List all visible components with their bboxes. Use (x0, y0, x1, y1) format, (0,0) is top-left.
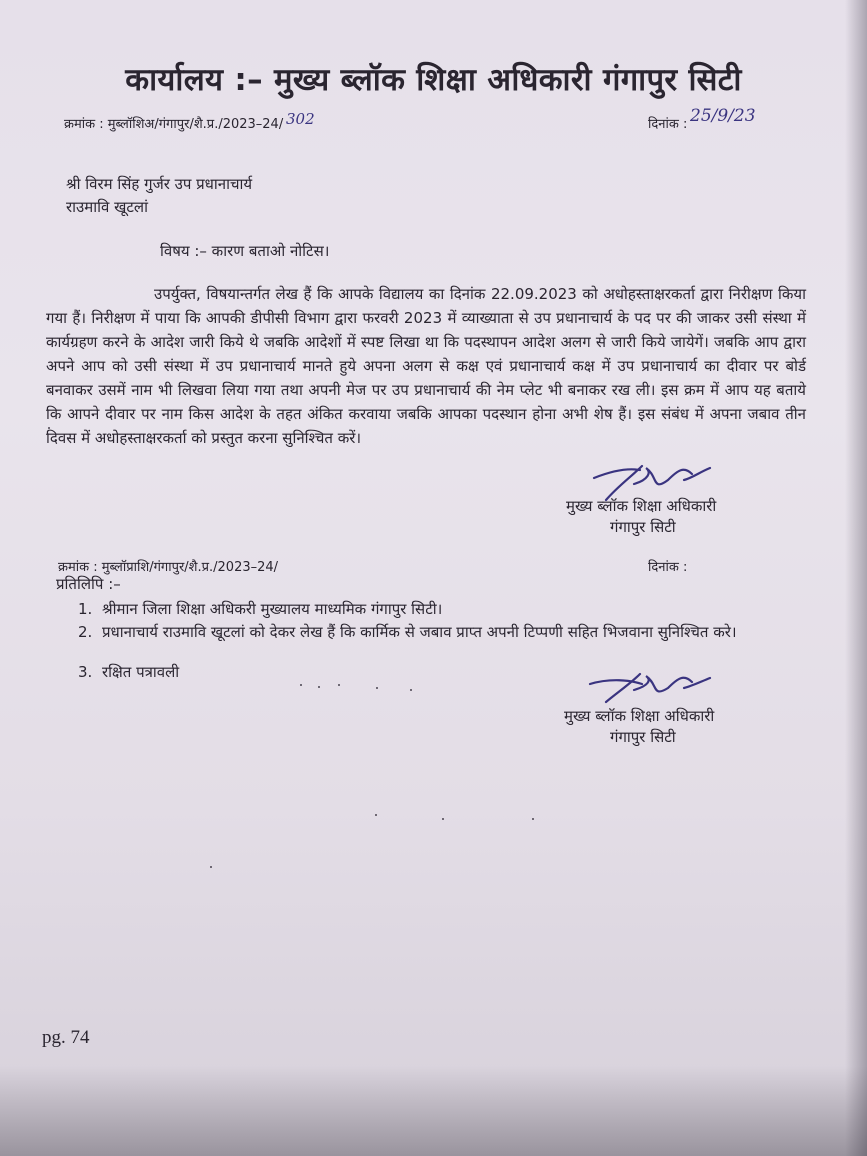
paper-speck (375, 814, 377, 816)
recipient-name: श्री विरम सिंह गुर्जर उप प्रधानाचार्य (66, 175, 253, 193)
copy-list-item (78, 598, 808, 620)
paper-speck (532, 818, 534, 820)
page-bottom-shadow (0, 1066, 867, 1156)
copy-item-text: रक्षित पत्रावली (102, 663, 180, 681)
copy-item-text: प्रधानाचार्य राउमावि खूटलां को देकर लेख हैं कि कार्मिक से जबाव प्राप्त अपनी टिप्पणी सहित भिजवाना सुनिश्चित करे। (102, 623, 737, 641)
signature-2 (586, 668, 716, 708)
paper-speck (210, 866, 212, 868)
paper-speck (300, 684, 302, 686)
copy-item-number: 3. (78, 663, 93, 681)
copy-list-item (78, 621, 808, 665)
date-label: दिनांक : (648, 117, 688, 132)
signatory-place: गंगापुर सिटी (610, 518, 676, 536)
signatory2-place: गंगापुर सिटी (610, 728, 676, 746)
copy-item-number: 1. (78, 600, 93, 618)
paper-speck (48, 427, 50, 429)
paper-speck (338, 684, 340, 686)
copy-item-text: श्रीमान जिला शिक्षा अधिकरी मुख्यालय माध्यमिक गंगापुर सिटी। (102, 600, 443, 618)
paper-speck (318, 686, 320, 688)
reference-number-handwritten: 302 (286, 110, 315, 128)
copy-heading: प्रतिलिपि :– (56, 575, 121, 593)
letter-body: उपर्युक्त, विषयान्तर्गत लेख हैं कि आपके विद्यालय का दिनांक 22.09.2023 को अधोहस्ताक्षरकर्ता द्वारा निरीक्षण किया गया हैं। निरीक्षण में पाया कि आपकी डीपीसी विभाग द्वारा फरवरी 2023 में व्याख्याता से उप प्रधानाचार्य के पद पर की जाकर उसी संस्था में कार्यग्रहण करने के आदेश जारी किये थे जबकि आदेशों में स्पष्ट लिखा था कि पदस्थापन आदेश अलग से जारी किये जायेगें। जबकि आप द्वारा अपने आप को उसी संस्था में उप प्रधानाचार्य मानते हुये अपना अलग से कक्ष एवं प्रधानाचार्य कक्ष में उप प्रधानाचार्य का दीवार पर बोर्ड बनवाकर उसमें नाम भी लिखवा लिया गया तथा अपनी मेज पर उप प्रधानाचार्य की नेम प्लेट भी बनाकर रख ली। इस क्रम में आप यह बताये कि आपने दीवार पर नाम किस आदेश के तहत अंकित करवाया जबकि आपका पदस्थान होना अभी शेष हैं। इस संबंध में अपना जबाव तीन दिवस में अधोहस्ताक्षरकर्ता को प्रस्तुत करना सुनिश्चित करें। (46, 285, 806, 447)
recipient-school: राउमावि खूटलां (66, 198, 148, 216)
office-title: कार्यालय :– मुख्य ब्लॉक शिक्षा अधिकारी गंगापुर सिटी (125, 62, 742, 98)
date-handwritten: 25/9/23 (690, 106, 756, 126)
signatory-title: मुख्य ब्लॉक शिक्षा अधिकारी (566, 497, 717, 515)
page-number: pg. 74 (42, 1027, 90, 1048)
signatory2-title: मुख्य ब्लॉक शिक्षा अधिकारी (564, 707, 715, 725)
copy-date-label: दिनांक : (648, 560, 688, 575)
paper-speck (376, 687, 378, 689)
copy-item-number: 2. (78, 623, 93, 641)
subject-line: विषय :– कारण बताओ नोटिस। (160, 242, 330, 260)
reference-number: क्रमांक : मुब्लॉशिअ/गंगापुर/शै.प्र./2023–24/ (64, 117, 284, 132)
paper-speck (410, 689, 412, 691)
copy-reference-number: क्रमांक : मुब्लॉप्राशि/गंगापुर/शै.प्र./2023–24/ (58, 560, 279, 575)
page-edge-shadow (845, 0, 867, 1156)
paper-speck (442, 818, 444, 820)
